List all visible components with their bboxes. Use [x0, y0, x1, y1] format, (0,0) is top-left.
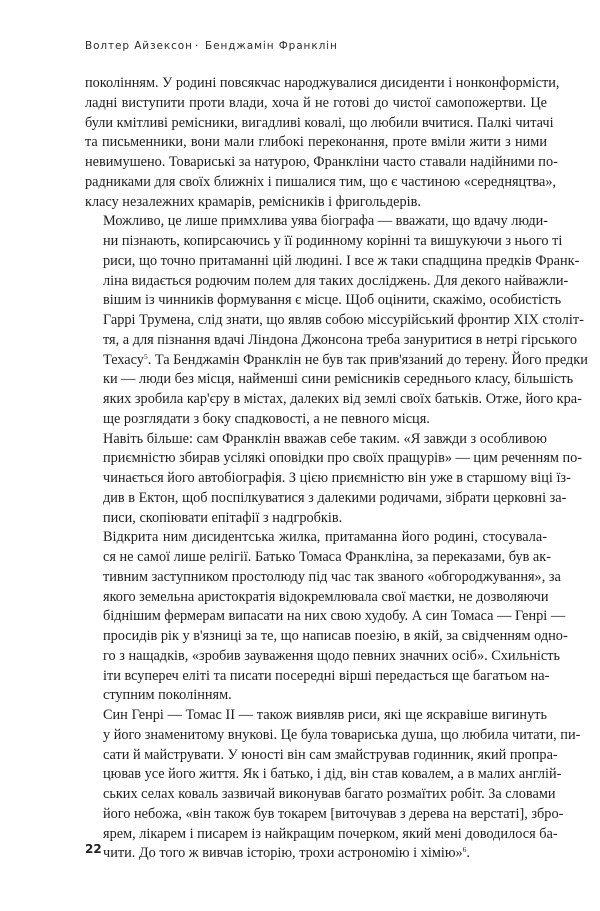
- text-line: цював усе його життя. Як і батько, і дід, він став ковалем, а в малих англій-: [103, 766, 562, 783]
- text-line: радниками для своїх ближніх і пишалися тим, що є частиною «середняцтва»,: [85, 173, 557, 190]
- text-line: поколінням. У родині повсякчас народжувалися дисиденти і нонконформісти,: [85, 75, 560, 91]
- footnote-marker: 5: [143, 351, 148, 361]
- paragraph: [85, 706, 581, 864]
- text-line: ще розглядати з боку спадковості, а не певного місця.: [103, 410, 430, 427]
- text-line: були кмітливі ремісники, вигадливі ковалі, що любили вчитися. Палкі читачі: [85, 114, 554, 131]
- text-line: Син Генрі — Томас II — також виявляв риси, які ще яскравіше вигинуть: [103, 707, 547, 723]
- header-book-title: Бенджамін Франклін: [205, 40, 338, 52]
- text-line: приємністю збирав усілякі оповідки про своїх пращурів» — цим реченням по-: [103, 450, 583, 467]
- text-line: у його знаменитому внукові. Це була товариська душа, що любила читати, пи-: [103, 726, 581, 743]
- text-line: див в Ектон, щоб поспілкуватися з далекими родичами, зібрати церковні за-: [103, 489, 567, 506]
- text-line: невимушено. Товариські за натурою, Франкліни часто ставали надійними по-: [85, 154, 558, 170]
- text-line: Відкрита ним дисидентська жилка, притаманна його родині, стосувала-: [103, 529, 547, 546]
- text-line: ки — люди без місця, найменші сини ремісників середнього класу, більшість: [103, 371, 574, 388]
- text-line: чинається його автобіографія. З цією приємністю він уже в старшому віці їз-: [103, 470, 571, 486]
- text-line: ліна видається родючим полем для таких досліджень. Для декого найважли-: [103, 272, 569, 289]
- text-line: ся не самої лише релігії. Батько Томаса Франкліна, за переказами, був ак-: [103, 549, 551, 565]
- header-author: Волтер Айзексон: [85, 40, 193, 52]
- page-body: [85, 74, 588, 864]
- header-separator: ·: [195, 40, 200, 52]
- running-header: [0, 40, 600, 54]
- paragraph: [85, 212, 588, 429]
- text-line: ладні виступити проти влади, хоча й не готові до чистої самопожертви. Це: [85, 94, 547, 111]
- text-line: го з нащадків, «зробив зауваження щодо певних значних осіб». Схильність: [103, 647, 560, 664]
- text-line: тивним заступником простолюду під час так званого «обгороджування», за: [103, 568, 561, 585]
- text-line: чити. До того ж вивчав історію, трохи астрономію і хімію»$^6$.: [103, 845, 470, 862]
- text-line: класу незалежних крамарів, ремісників і фригольдерів.: [85, 193, 421, 210]
- text-line: Навіть більше: сам Франклін вважав себе таким. «Я завжди з особливою: [103, 430, 547, 447]
- text-line: яких зробила кар'єру в містах, далеких від землі своїх батьків. Отже, його кра-: [103, 391, 582, 407]
- text-line: тя, а для пізнання вдачі Ліндона Джонсона треба зануритися в нетрі гірського: [103, 331, 578, 348]
- text-line: ярем, лікарем і писарем із найкращим почерком, який мені доводилося ба-: [103, 825, 558, 842]
- text-line: просидів рік у в'язниці за те, що написав поезію, в якій, за свідченням одно-: [103, 628, 568, 644]
- text-line: ступним поколінням.: [103, 687, 232, 704]
- text-line: писи, скопіювати епітафії з надгробків.: [103, 509, 343, 526]
- text-line: риси, що точно притаманні цій людині. І все ж таки спадщина предків Франк-: [103, 252, 580, 269]
- text-line: сати й майструвати. У юності він сам змайстрував годинник, який пропра-: [103, 746, 558, 763]
- text-line: Техасу$^5$. Та Бенджамін Франклін не був так прив'язаний до терену. Його предки: [103, 351, 588, 368]
- text-line: Можливо, це лише примхлива уява біографа — вважати, що вдачу люди-: [103, 213, 549, 230]
- paragraph: [85, 430, 583, 529]
- text-line: біднішим фермерам випасати на них свою худобу. А син Томаса — Генрі —: [103, 608, 566, 625]
- text-line: Гаррі Трумена, слід знати, що являв собою міссурійський фронтир XIX століт-: [103, 312, 584, 328]
- paragraph: [85, 528, 568, 706]
- text-line: та письменники, вони мали глибокі переконання, проте вміли жити з ними: [85, 134, 547, 151]
- footnote-marker: 6: [462, 845, 467, 855]
- paragraph: [85, 74, 560, 212]
- page-number: 22: [85, 842, 102, 856]
- text-line: іти всупереч еліті та писати посередні вірші передасться ще багатьом на-: [103, 667, 550, 684]
- text-line: ських селах коваль зазвичай виконував багато розмаїтих робіт. За словами: [103, 786, 556, 802]
- text-line: ни пізнають, копирсаючись у її родинному корінні та вишукуючи з нього ті: [103, 233, 563, 249]
- text-line: його небожа, «він також був токарем [виточував з дерева на верстаті], збро-: [103, 805, 564, 822]
- text-line: вішим із чинників формування є місце. Щоб оцінити, скажімо, особистість: [103, 292, 562, 309]
- text-line: якого земельна аристократія відокремлювала свої маєтки, не дозволяючи: [103, 588, 549, 605]
